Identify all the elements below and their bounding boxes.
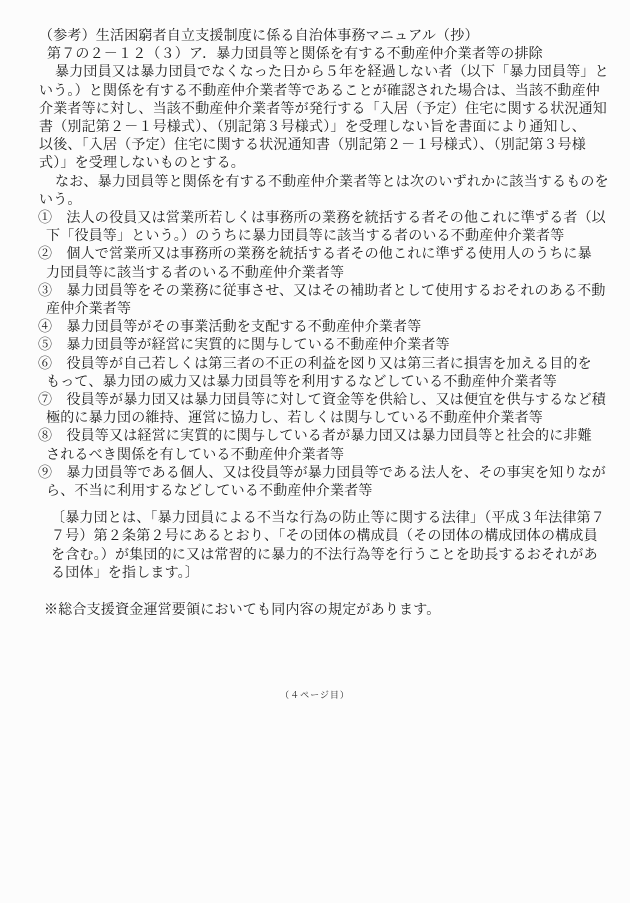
doc-reference-title: （参考）生活困窮者自立支援制度に係る自治体事務マニュアル（抄） xyxy=(39,29,479,44)
numbered-item-line: もって、暴力団の威力又は暴力団員等を利用するなどしている不動産仲介業者等 xyxy=(46,374,557,390)
numbered-item-line: ⑨ 暴力団員等である個人、又は役員等が暴力団員等である法人を、その事実を知りなが xyxy=(38,465,606,481)
paragraph-line: 介業者等に対し、当該不動産仲介業者等が発行する「入居（予定）住宅に関する状況通知 xyxy=(39,101,607,117)
numbered-item-line: ⑦ 役員等が暴力団又は暴力団員等に対して資金等を供給し、又は便宜を供与するなど積 xyxy=(38,393,606,409)
document-body xyxy=(0,28,630,620)
paragraph-line: いう。）と関係を有する不動産仲介業者等であることが確認された場合は、当該不動産仲 xyxy=(39,83,600,99)
numbered-item-line: ⑥ 役員等が自己若しくは第三者の不正の利益を図り又は第三者に損害を加える目的を xyxy=(38,356,592,372)
note-line: 〔暴力団とは、「暴力団員による不当な行為の防止等に関する法律」（平成３年法律第７ xyxy=(51,511,605,527)
spacer xyxy=(0,583,630,602)
numbered-item-line: 産仲介業者等 xyxy=(46,302,132,318)
paragraph-line: 式）」を受理しないものとする。 xyxy=(39,156,245,172)
numbered-item-line: ② 個人で営業所又は事務所の業務を統括する者その他これに準ずる使用人のうちに暴 xyxy=(38,247,592,263)
numbered-item-line: ① 法人の役員又は営業所若しくは事務所の業務を統括する者その他これに準ずる者（以 xyxy=(38,211,606,227)
note-line: ７号）第２条第２号にあるとおり、「その団体の構成員（その団体の構成団体の構成員 xyxy=(51,529,598,545)
numbered-item-line: ⑧ 役員等又は経営に実質的に関与している者が暴力団又は暴力団員等と社会的に非難 xyxy=(38,429,592,445)
numbered-item-line: ④ 暴力団員等がその事業活動を支配する不動産仲介業者等 xyxy=(38,320,422,336)
numbered-item-line: 極的に暴力団の維持、運営に協力し、若しくは関与している不動産仲介業者等 xyxy=(46,411,543,427)
spacer xyxy=(0,501,630,510)
numbered-item-line: ③ 暴力団員等をその業務に従事させ、又はその補助者として使用するおそれのある不動 xyxy=(38,283,606,299)
page-number: （４ページ目） xyxy=(280,690,350,700)
paragraph-line: 暴力団員又は暴力団員でなくなった日から５年を経過しない者（以下「暴力団員等」と xyxy=(55,65,609,81)
numbered-item-line: されるべき関係を有している不動産仲介業者等 xyxy=(46,447,345,463)
remark-line: ※総合支援資金運営要領においても同内容の規定があります。 xyxy=(44,603,441,619)
doc-section-heading: 第７の２－１２（３）ア．暴力団員等と関係を有する不動産仲介業者等の排除 xyxy=(47,47,543,63)
note-line: を含む。）が集団的に又は常習的に暴力的不法行為等を行うことを助長するおそれがあ xyxy=(51,547,598,563)
numbered-item-line: 力団員等に該当する者のいる不動産仲介業者等 xyxy=(46,265,345,281)
paragraph-line: なお、暴力団員等と関係を有する不動産仲介業者等とは次のいずれかに該当するものを xyxy=(55,174,609,190)
paragraph-line: 以後、「入居（予定）住宅に関する状況通知書（別記第２－１号様式）、（別記第３号様 xyxy=(39,138,586,154)
note-line: る団体」を指します。〕 xyxy=(51,565,200,581)
paragraph-line: 書（別記第２－１号様式）、（別記第３号様式）」を受理しない旨を書面により通知し、 xyxy=(39,120,586,136)
numbered-item-line: ら、不当に利用するなどしている不動産仲介業者等 xyxy=(46,484,373,500)
paragraph-line: いう。 xyxy=(39,192,82,208)
numbered-item-line: ⑤ 暴力団員等が経営に実質的に関与している不動産仲介業者等 xyxy=(38,338,450,354)
numbered-item-line: 下「役員等」という。）のうちに暴力団員等に該当する者のいる不動産仲介業者等 xyxy=(46,229,565,245)
